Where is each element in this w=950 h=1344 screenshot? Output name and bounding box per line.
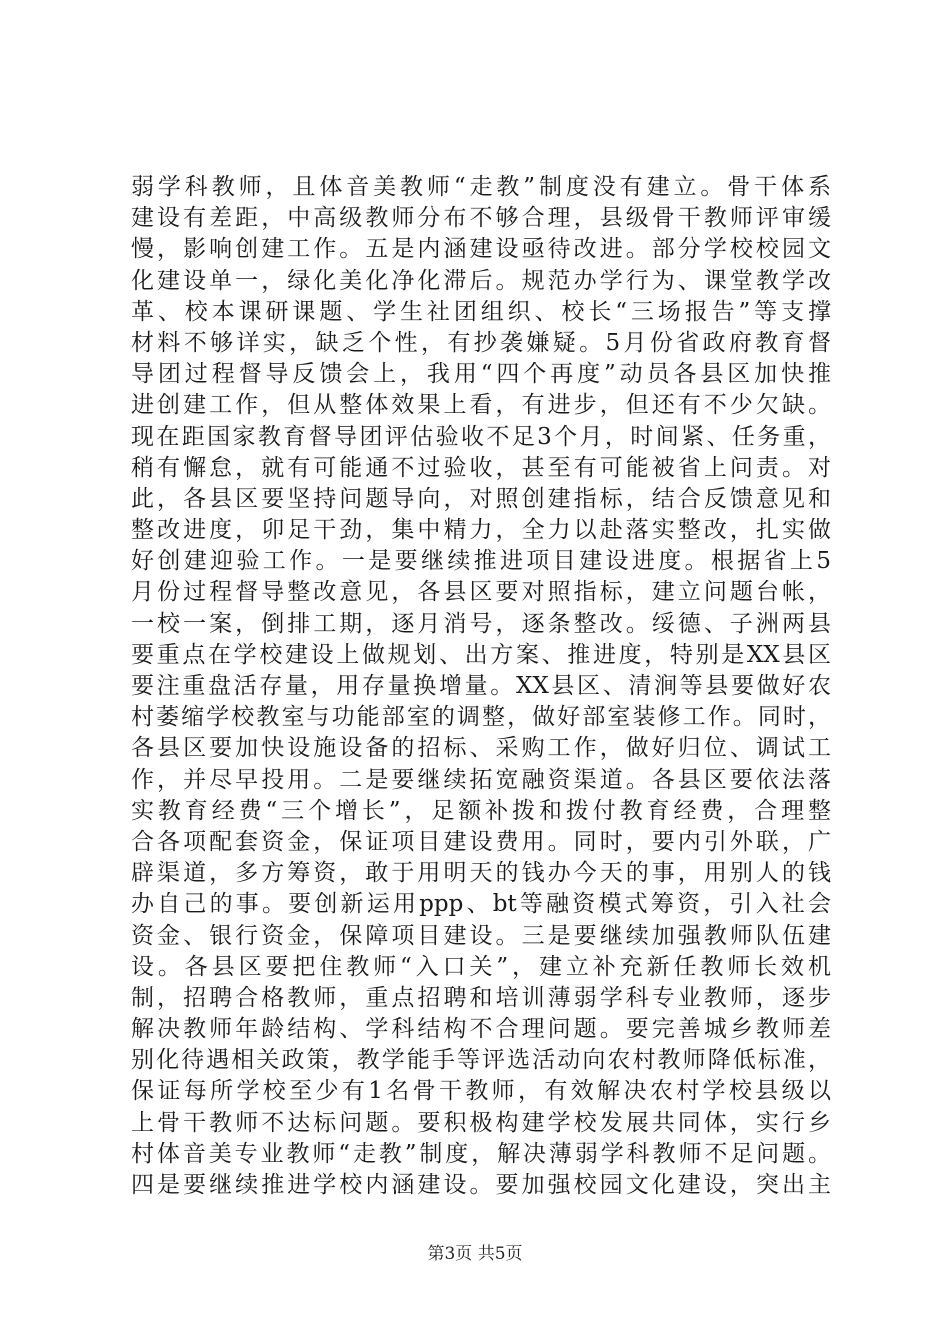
- text-line: 稍有懈怠，就有可能通不过验收，甚至有可能被省上问责。对: [131, 454, 831, 481]
- text-line: 上骨干教师不达标问题。要积极构建学校发展共同体，实行乡: [131, 1109, 831, 1136]
- text-line: 要注重盘活存量，用存量换增量。XX县区、清涧等县要做好农: [131, 673, 831, 699]
- text-line: 设。各县区要把住教师“入口关”，建立补充新任教师长效机: [131, 953, 831, 980]
- text-line: 整改进度，卯足干劲，集中精力，全力以赴落实整改，扎实做: [131, 517, 831, 544]
- text-line: 进创建工作，但从整体效果上看，有进步，但还有不少欠缺。: [131, 392, 831, 419]
- text-line: 村体音美专业教师“走教”制度，解决薄弱学科教师不足问题。: [131, 1140, 831, 1167]
- text-line: 建设有差距，中高级教师分布不够合理，县级骨干教师评审缓: [131, 205, 831, 232]
- text-line: 四是要继续推进学校内涵建设。要加强校园文化建设，突出主: [131, 1172, 831, 1198]
- text-line: 一校一案，倒排工期，逐月消号，逐条整改。绥德、子洲两县: [131, 610, 831, 637]
- body-text: [131, 172, 831, 1201]
- text-line: 弱学科教师，且体音美教师“走教”制度没有建立。骨干体系: [131, 174, 831, 200]
- text-line: 解决教师年龄结构、学科结构不合理问题。要完善城乡教师差: [131, 1016, 831, 1043]
- text-line: 化建设单一，绿化美化净化滞后。规范办学行为、课堂教学改: [131, 267, 831, 294]
- text-line: 合各项配套资金，保证项目建设费用。同时，要内引外联，广: [131, 828, 831, 855]
- text-line: 此，各县区要坚持问题导向，对照创建指标，结合反馈意见和: [131, 485, 831, 512]
- text-line: 实教育经费“三个增长”，足额补拨和拨付教育经费，合理整: [131, 797, 831, 824]
- page-footer: 第3页 共5页: [427, 1244, 523, 1264]
- text-line: 慢，影响创建工作。五是内涵建设亟待改进。部分学校校园文: [131, 236, 831, 263]
- text-line: 材料不够详实，缺乏个性，有抄袭嫌疑。5月份省政府教育督: [131, 329, 831, 356]
- text-line: 要重点在学校建设上做规划、出方案、推进度，特别是XX县区: [131, 641, 831, 668]
- text-line: 制，招聘合格教师，重点招聘和培训薄弱学科专业教师，逐步: [131, 984, 831, 1011]
- text-line: 别化待遇相关政策，教学能手等评选活动向农村教师降低标准，: [131, 1047, 831, 1074]
- text-line: 好创建迎验工作。一是要继续推进项目建设进度。根据省上5: [131, 548, 831, 575]
- text-line: 村萎缩学校教室与功能部室的调整，做好部室装修工作。同时，: [131, 704, 831, 731]
- text-line: 辟渠道，多方筹资，敢于用明天的钱办今天的事，用别人的钱: [131, 860, 831, 887]
- text-line: 现在距国家教育督导团评估验收不足3个月，时间紧、任务重，: [131, 423, 831, 450]
- text-line: 保证每所学校至少有1名骨干教师，有效解决农村学校县级以: [131, 1078, 831, 1105]
- text-line: 导团过程督导反馈会上，我用“四个再度”动员各县区加快推: [131, 361, 831, 388]
- text-line: 作，并尽早投用。二是要继续拓宽融资渠道。各县区要依法落: [131, 766, 831, 793]
- text-line: 各县区要加快设施设备的招标、采购工作，做好归位、调试工: [131, 735, 831, 762]
- text-line: 办自己的事。要创新运用ppp、bt等融资模式筹资，引入社会: [131, 891, 831, 918]
- text-line: 资金、银行资金，保障项目建设。三是要继续加强教师队伍建: [131, 922, 831, 949]
- text-line: 月份过程督导整改意见，各县区要对照指标，建立问题台帐，: [131, 579, 831, 606]
- text-line: 革、校本课研课题、学生社团组织、校长“三场报告”等支撑: [131, 298, 831, 325]
